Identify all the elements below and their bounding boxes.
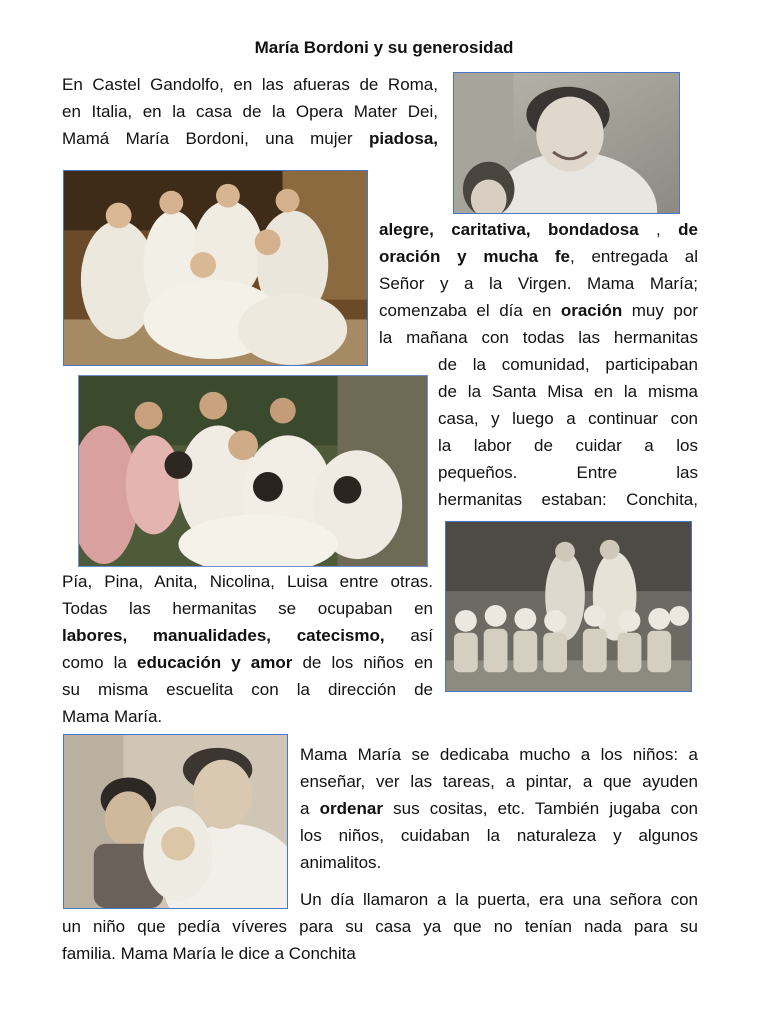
text-line: labores, manualidades, catecismo, así xyxy=(62,626,433,645)
text-line: pequeños. Entre las xyxy=(438,463,698,482)
text-line: En Castel Gandolfo, en las afueras de Roma, xyxy=(62,75,438,94)
sisters-with-children-photo xyxy=(78,375,428,567)
text-line: comenzaba el día en oración muy por xyxy=(379,301,698,320)
text-line: de la comunidad, participaban xyxy=(438,355,698,374)
children-group-photo xyxy=(445,521,692,692)
text-line: Mama María. xyxy=(62,707,163,726)
paragraph-1 xyxy=(62,71,438,152)
paragraph-3 xyxy=(62,568,433,730)
paragraph-2-bottom xyxy=(438,351,698,513)
paragraph-5-first-line xyxy=(300,886,698,913)
text-line: familia. Mama María le dice a Conchita xyxy=(62,944,356,963)
text-line: animalitos. xyxy=(300,853,382,872)
text-line: Un día llamaron a la puerta, era una señora con xyxy=(300,890,698,909)
text-line: su misma escuelita con la dirección de xyxy=(62,680,433,699)
paragraph-5 xyxy=(62,913,698,967)
text-line: la mañana con todas las hermanitas xyxy=(379,328,698,347)
paragraph-2-top xyxy=(379,216,698,351)
text-line: Todas las hermanitas se ocupaban en xyxy=(62,599,433,618)
text-line: de la Santa Misa en la misma xyxy=(438,382,698,401)
text-line: alegre, caritativa, bondadosa , de xyxy=(379,220,699,239)
text-line: Mamá María Bordoni, una mujer piadosa, xyxy=(62,129,438,148)
text-line: Mama María se dedicaba mucho a los niños: a xyxy=(300,745,698,764)
page-title: María Bordoni y su generosidad xyxy=(254,38,514,57)
text-line: a ordenar sus cositas, etc. También jugaba con xyxy=(300,799,698,818)
text-line: en Italia, en la casa de la Opera Mater Dei, xyxy=(62,102,438,121)
text-line: oración y mucha fe, entregada al xyxy=(379,247,699,266)
text-line: la labor de cuidar a los xyxy=(438,436,698,455)
group-sisters-photo xyxy=(63,170,368,366)
text-line: casa, y luego a continuar con xyxy=(438,409,698,428)
text-line: un niño que pedía víveres para su casa ya que no tenían nada para su xyxy=(62,917,698,936)
text-line: Pía, Pina, Anita, Nicolina, Luisa entre otras. xyxy=(62,572,433,591)
text-line: hermanitas estaban: Conchita, xyxy=(438,490,698,509)
text-line: enseñar, ver las tareas, a pintar, a que ayuden xyxy=(300,772,698,791)
text-line: los niños, cuidaban la naturaleza y algunos xyxy=(300,826,698,845)
woman-with-children-photo xyxy=(63,734,288,909)
paragraph-4 xyxy=(300,741,698,876)
text-line: como la educación y amor de los niños en xyxy=(62,653,433,672)
text-line: Señor y a la Virgen. Mama María; xyxy=(379,274,698,293)
portrait-woman-photo xyxy=(453,72,680,214)
